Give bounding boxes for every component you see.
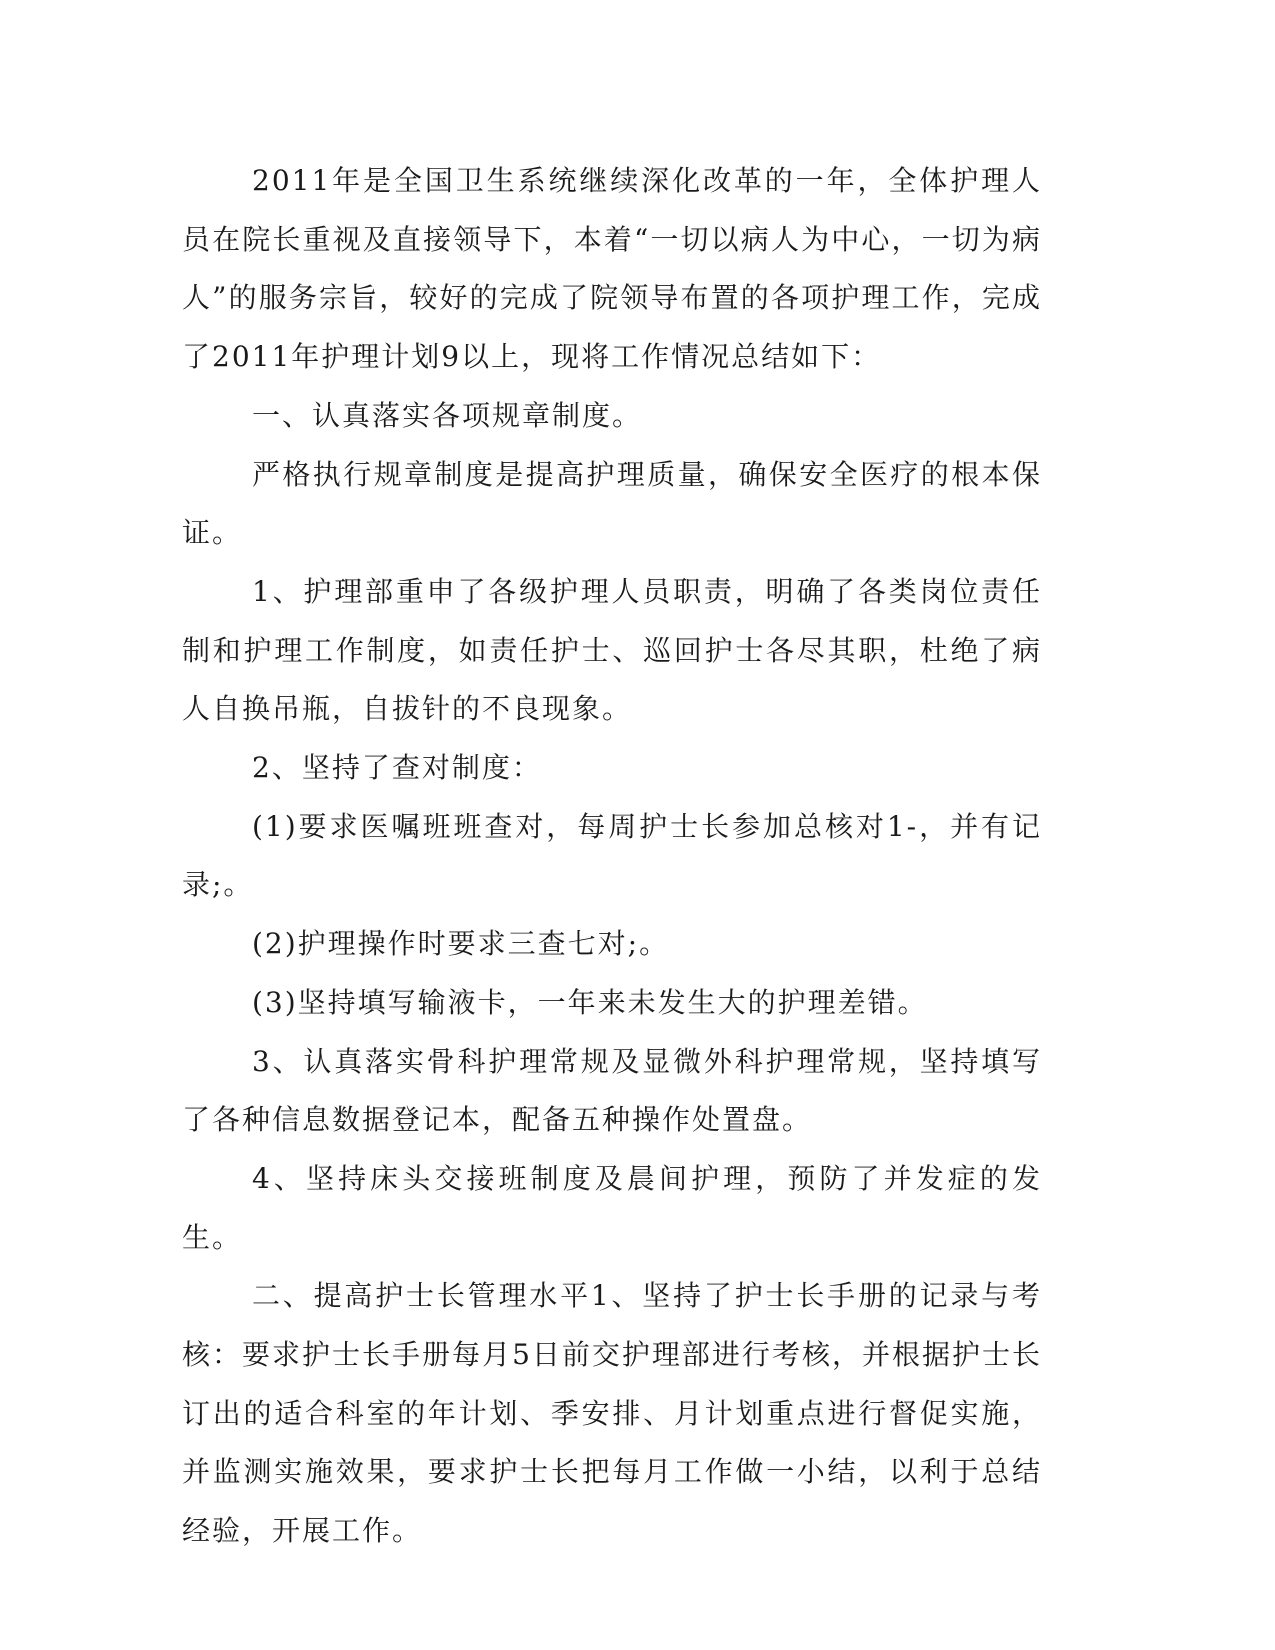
sub-list-item: (1)要求医嘱班班查对，每周护士长参加总核对1-，并有记录;。: [182, 809, 1042, 902]
list-item: 2、坚持了查对制度：: [252, 751, 542, 785]
paragraph-intro: 2011年是全国卫生系统继续深化改革的一年，全体护理人员在院长重视及直接领导下，本着“一切以病人为中心，一切为病人”的服务宗旨，较好的完成了院领导布置的各项护理工作，完成了2011年护理计划9以上，现将工作情况总结如下：: [182, 164, 1042, 374]
section-heading-1: 一、认真落实各项规章制度。: [252, 398, 643, 432]
sub-list-item: (2)护理操作时要求三查七对;。: [252, 927, 670, 961]
paragraph: 严格执行规章制度是提高护理质量，确保安全医疗的根本保证。: [182, 457, 1042, 550]
section-heading-2: 二、提高护士长管理水平1、坚持了护士长手册的记录与考核：要求护士长手册每月5日前交护理部进行考核，并根据护士长订出的适合科室的年计划、季安排、月计划重点进行督促实施，并监测实施效果，要求护士长把每月工作做一小结，以利于总结经验，开展工作。: [182, 1279, 1042, 1548]
sub-list-item: (3)坚持填写输液卡，一年来未发生大的护理差错。: [252, 985, 928, 1019]
list-item: 3、认真落实骨科护理常规及显微外科护理常规，坚持填写了各种信息数据登记本，配备五种操作处置盘。: [182, 1044, 1042, 1137]
list-item: 4、坚持床头交接班制度及晨间护理，预防了并发症的发生。: [182, 1161, 1042, 1254]
list-item: 1、护理部重申了各级护理人员职责，明确了各类岗位责任制和护理工作制度，如责任护士、巡回护士各尽其职，杜绝了病人自换吊瓶，自拔针的不良现象。: [182, 574, 1042, 726]
document-body: [182, 152, 1042, 1561]
